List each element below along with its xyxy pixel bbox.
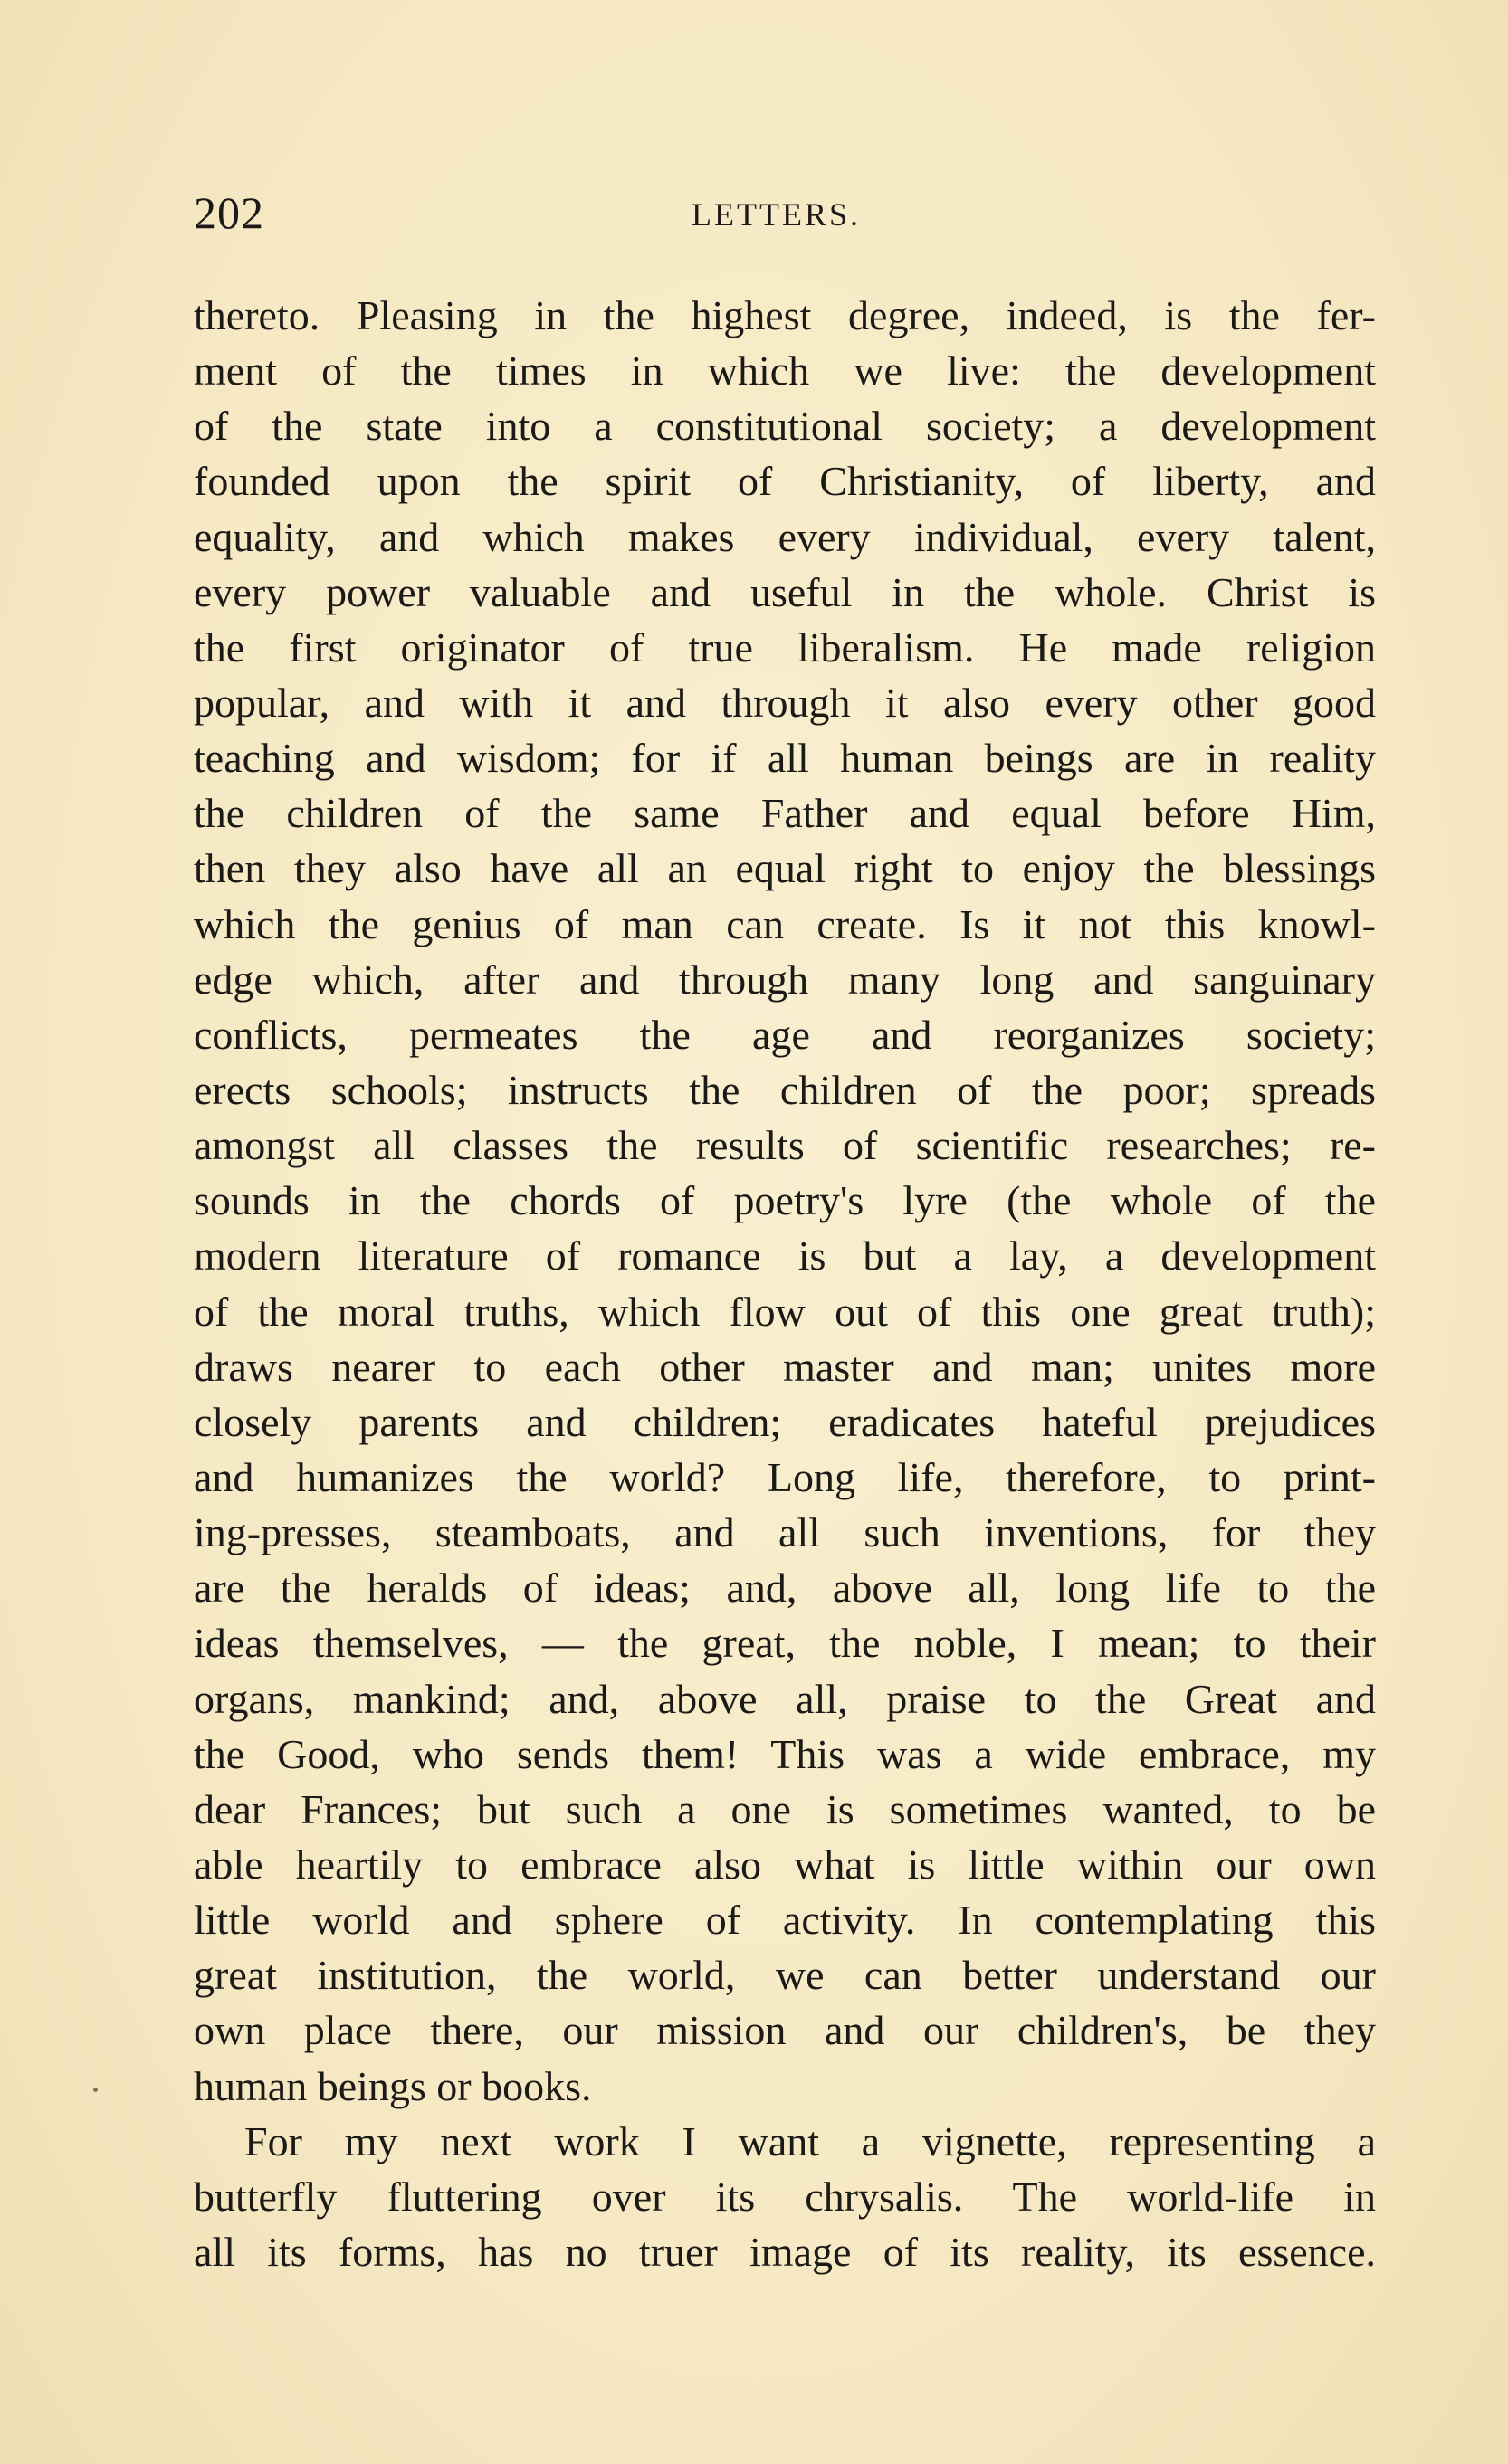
text-line: human beings or books. [194,2062,592,2109]
text-line: amongst all classes the results of scientific researches; re- [194,1122,1376,1169]
text-line: modern literature of romance is but a lay, a development [194,1232,1376,1280]
text-line: every power valuable and useful in the whole. Christ is [194,568,1376,615]
text-line: able heartily to embrace also what is little within our own [194,1841,1376,1888]
page-header [194,186,1376,249]
text-line: thereto. Pleasing in the highest degree, indeed, is the fer- [194,292,1376,338]
text-line: draws nearer to each other master and man; unites more [194,1343,1376,1390]
text-line: of the state into a constitutional society; a development [194,403,1376,450]
text-line: of the moral truths, which flow out of this one great truth); [194,1288,1376,1335]
text-line: own place there, our mission and our children's, be they [194,2007,1376,2054]
text-line: which the genius of man can create. Is it not this knowl- [194,900,1376,947]
ink-speck [93,2088,98,2092]
text-line: edge which, after and through many long and sanguinary [194,956,1376,1003]
text-line: sounds in the chords of poetry's lyre (the whole of the [194,1177,1376,1224]
text-line: the Good, who sends them! This was a wide embrace, my [194,1730,1376,1777]
text-line: conflicts, permeates the age and reorganizes society; [194,1011,1376,1058]
text-line: erects schools; instructs the children of the poor; spreads [194,1066,1376,1113]
page-number: 202 [194,187,264,238]
text-line: are the heralds of ideas; and, above all, long life to the [194,1565,1376,1612]
running-title: LETTERS. [692,196,861,233]
text-line: butterfly fluttering over its chrysalis. The world-life in [194,2173,1376,2220]
text-line: ing-presses, steamboats, and all such inventions, for they [194,1509,1376,1556]
text-line: little world and sphere of activity. In contemplating this [194,1897,1376,1944]
text-line: ideas themselves, — the great, the noble, I mean; to their [194,1620,1376,1667]
text-line: For my next work I want a vignette, representing a [244,2117,1376,2164]
text-line: organs, mankind; and, above all, praise to the Great and [194,1675,1376,1722]
text-line: popular, and with it and through it also every other good [194,679,1376,726]
text-line: then they also have all an equal right to enjoy the blessings [194,845,1376,892]
text-line: ment of the times in which we live: the development [194,347,1376,395]
body-text [194,288,1376,2279]
text-line: closely parents and children; eradicates hateful prejudices [194,1398,1376,1445]
paragraph [194,288,1376,2114]
text-line: the children of the same Father and equal before Him, [194,790,1376,837]
text-line: teaching and wisdom; for if all human beings are in reality [194,735,1376,782]
paragraph [194,2114,1376,2279]
text-line: great institution, the world, we can better understand our [194,1952,1376,1999]
text-line: equality, and which makes every individual, every talent, [194,513,1376,560]
text-line: the first originator of true liberalism. He made religion [194,623,1376,671]
text-line: and humanizes the world? Long life, therefore, to print- [194,1453,1376,1500]
text-line: founded upon the spirit of Christianity, of liberty, and [194,458,1376,505]
text-line: dear Frances; but such a one is sometimes wanted, to be [194,1785,1376,1832]
text-line: all its forms, has no truer image of its reality, its essence. [194,2228,1376,2275]
